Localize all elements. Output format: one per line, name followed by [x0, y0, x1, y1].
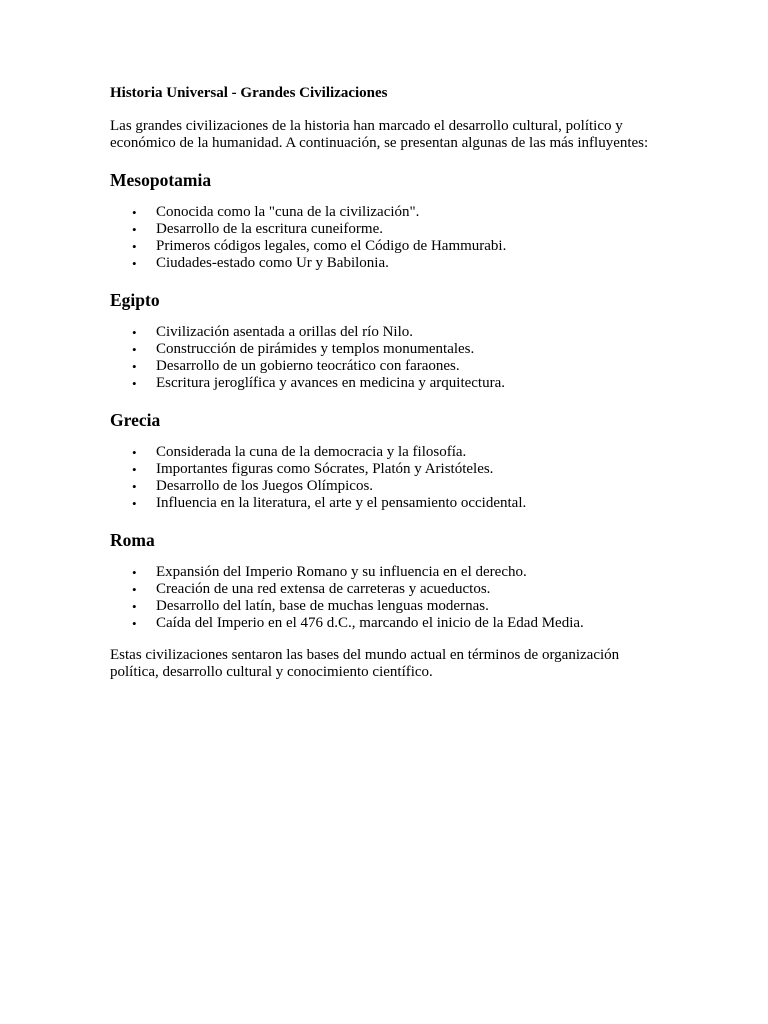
list-item [110, 375, 670, 392]
bullet-icon: • [132, 616, 137, 631]
section-heading: Grecia [110, 410, 161, 430]
bullet-icon: • [132, 462, 137, 477]
list-item-text: Conocida como la "cuna de la civilización". [156, 204, 420, 220]
bullet-icon: • [132, 222, 137, 237]
bullet-icon: • [132, 205, 137, 220]
list-item-text: Ciudades-estado como Ur y Babilonia. [156, 255, 389, 271]
list-item-text: Influencia en la literatura, el arte y el pensamiento occidental. [156, 495, 527, 511]
bullet-icon: • [132, 599, 137, 614]
intro-paragraph: Las grandes civilizaciones de la historia han marcado el desarrollo cultural, político y económico de la humanidad. A continuación, se presentan algunas de las más influyentes: [110, 118, 649, 151]
bullet-icon: • [132, 342, 137, 357]
section-egipto [110, 290, 670, 392]
list-item [110, 255, 670, 272]
list-item [110, 221, 670, 238]
list-item [110, 564, 670, 581]
list-item-text: Considerada la cuna de la democracia y la filosofía. [156, 444, 467, 460]
bullet-list [110, 444, 670, 512]
list-item-text: Civilización asentada a orillas del río Nilo. [156, 324, 414, 340]
bullet-list [110, 204, 670, 272]
list-item-text: Importantes figuras como Sócrates, Platón y Aristóteles. [156, 461, 494, 477]
list-item [110, 615, 670, 632]
list-item-text: Caída del Imperio en el 476 d.C., marcando el inicio de la Edad Media. [156, 615, 584, 631]
section-grecia [110, 410, 670, 512]
list-item [110, 238, 670, 255]
bullet-icon: • [132, 325, 137, 340]
list-item-text: Desarrollo de la escritura cuneiforme. [156, 221, 383, 237]
bullet-icon: • [132, 359, 137, 374]
list-item [110, 461, 670, 478]
bullet-icon: • [132, 582, 137, 597]
bullet-icon: • [132, 239, 137, 254]
bullet-icon: • [132, 565, 137, 580]
section-mesopotamia [110, 170, 670, 272]
list-item-text: Creación de una red extensa de carreteras y acueductos. [156, 581, 491, 597]
section-heading: Egipto [110, 290, 160, 310]
list-item-text: Desarrollo del latín, base de muchas lenguas modernas. [156, 598, 489, 614]
list-item [110, 204, 670, 221]
bullet-icon: • [132, 479, 137, 494]
list-item-text: Construcción de pirámides y templos monumentales. [156, 341, 475, 357]
section-heading: Mesopotamia [110, 170, 212, 190]
list-item [110, 598, 670, 615]
document-page [110, 84, 670, 681]
list-item-text: Desarrollo de los Juegos Olímpicos. [156, 478, 374, 494]
closing-paragraph: Estas civilizaciones sentaron las bases del mundo actual en términos de organización política, desarrollo cultural y conocimiento científico. [110, 647, 620, 680]
list-item [110, 444, 670, 461]
list-item [110, 341, 670, 358]
bullet-icon: • [132, 445, 137, 460]
list-item [110, 478, 670, 495]
list-item [110, 495, 670, 512]
list-item-text: Escritura jeroglífica y avances en medicina y arquitectura. [156, 375, 505, 391]
bullet-list [110, 564, 670, 632]
list-item [110, 324, 670, 341]
section-roma [110, 530, 670, 632]
bullet-icon: • [132, 256, 137, 271]
list-item-text: Expansión del Imperio Romano y su influencia en el derecho. [156, 564, 527, 580]
bullet-list [110, 324, 670, 392]
list-item [110, 581, 670, 598]
list-item [110, 358, 670, 375]
list-item-text: Primeros códigos legales, como el Código de Hammurabi. [156, 238, 507, 254]
list-item-text: Desarrollo de un gobierno teocrático con faraones. [156, 358, 460, 374]
section-heading: Roma [110, 530, 155, 550]
bullet-icon: • [132, 496, 137, 511]
document-title: Historia Universal - Grandes Civilizaciones [110, 85, 388, 101]
bullet-icon: • [132, 376, 137, 391]
